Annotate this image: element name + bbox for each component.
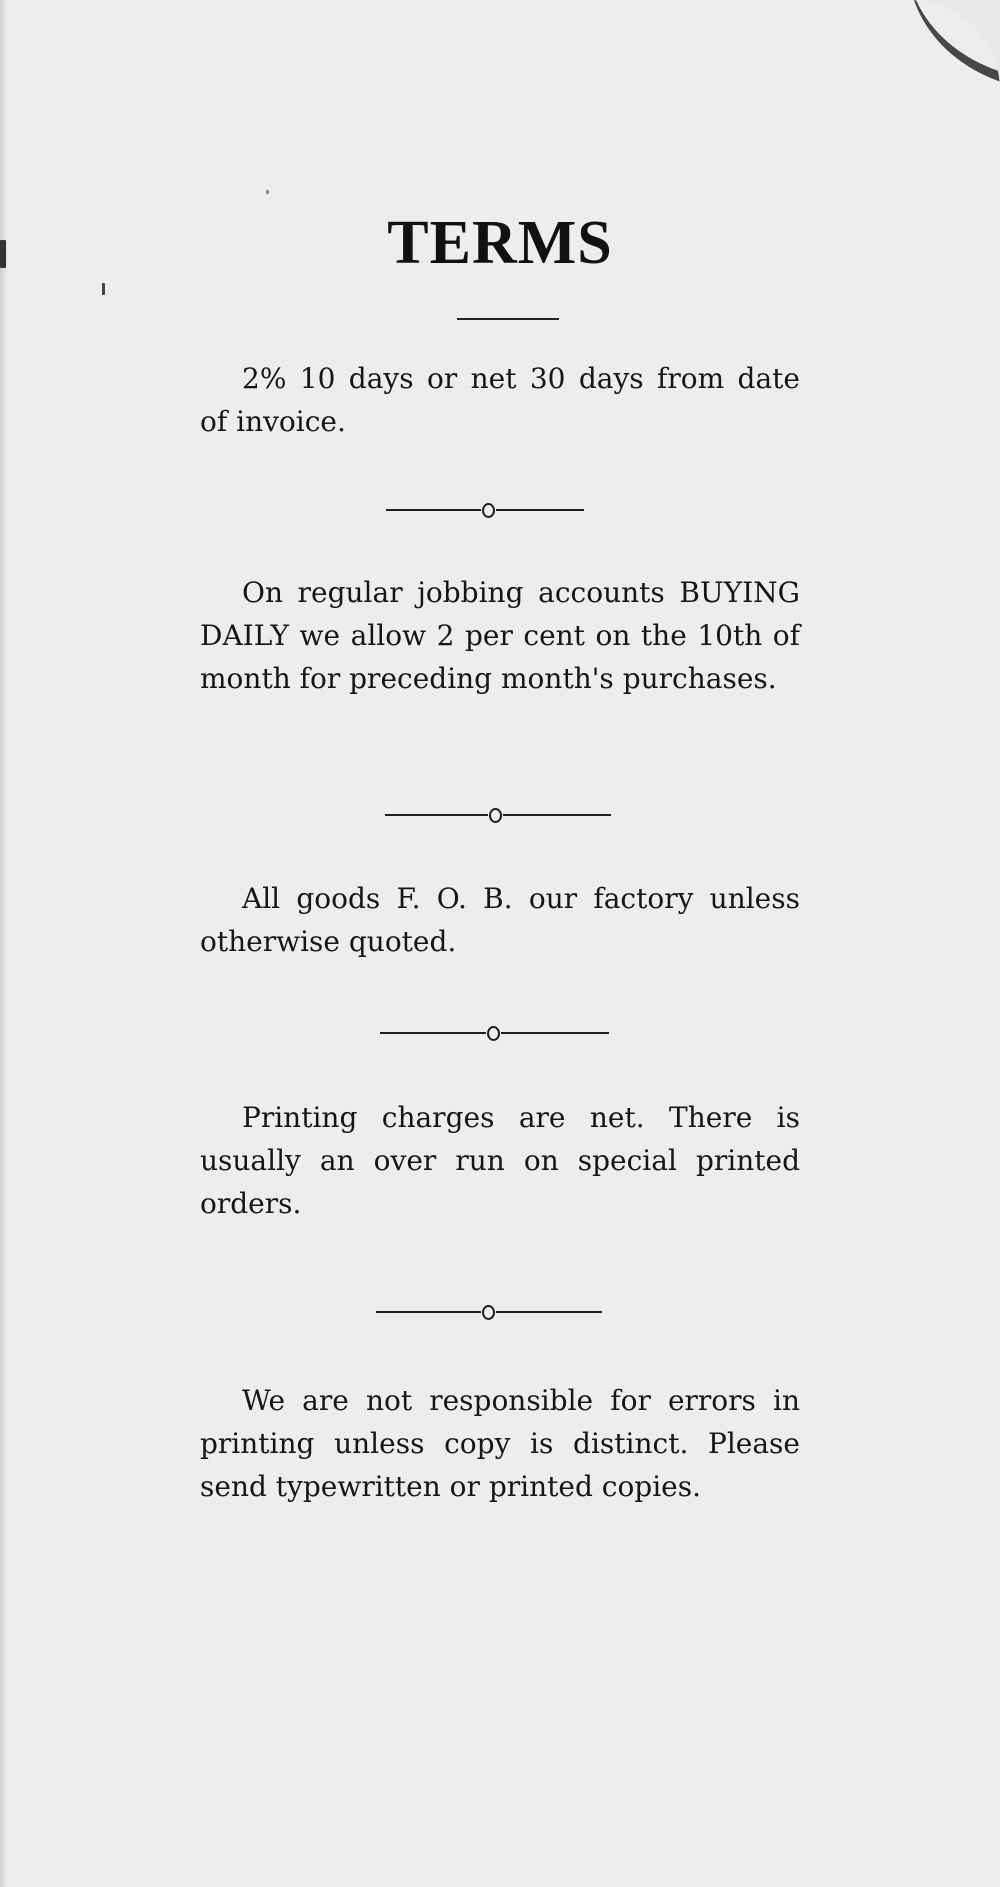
section-divider — [380, 1023, 609, 1043]
section-divider — [376, 1302, 602, 1322]
divider-line — [496, 1311, 602, 1313]
divider-circle-icon — [487, 1026, 500, 1041]
divider-line — [376, 1311, 481, 1313]
divider-line — [386, 509, 481, 511]
page-corner-curl-top — [892, 0, 1000, 89]
divider-line — [501, 1032, 609, 1034]
divider-line — [385, 814, 488, 816]
terms-paragraph-printing-errors — [200, 1379, 800, 1508]
section-divider — [385, 805, 611, 825]
terms-paragraph-jobbing-accounts — [200, 571, 800, 700]
paragraph-text: We are not responsible for errors in printing unless copy is distinct. Please send typewritten or printed copies. — [200, 1384, 800, 1503]
terms-paragraph-printing-charges — [200, 1096, 800, 1225]
title-underline — [457, 318, 559, 320]
section-divider — [386, 500, 584, 520]
divider-line — [380, 1032, 486, 1034]
terms-paragraph-fob — [200, 877, 800, 963]
scan-speck — [102, 283, 105, 295]
page-corner-edge-bottom — [958, 1747, 1000, 1887]
paragraph-text: All goods F. O. B. our factory unless otherwise quoted. — [200, 882, 800, 958]
paragraph-text: 2% 10 days or net 30 days from date of invoice. — [200, 362, 800, 438]
divider-line — [496, 509, 584, 511]
divider-circle-icon — [489, 808, 502, 823]
divider-circle-icon — [482, 503, 495, 518]
paragraph-text: On regular jobbing accounts BUYING DAILY we allow 2 per cent on the 10th of month for preceding month's purchases. — [200, 576, 800, 695]
paragraph-text: Printing charges are net. There is usually an over run on special printed orders. — [200, 1101, 800, 1220]
page-title: TERMS — [387, 209, 613, 277]
divider-circle-icon — [482, 1305, 495, 1320]
terms-paragraph-payment — [200, 357, 800, 443]
divider-line — [503, 814, 611, 816]
scan-speck — [266, 190, 269, 194]
